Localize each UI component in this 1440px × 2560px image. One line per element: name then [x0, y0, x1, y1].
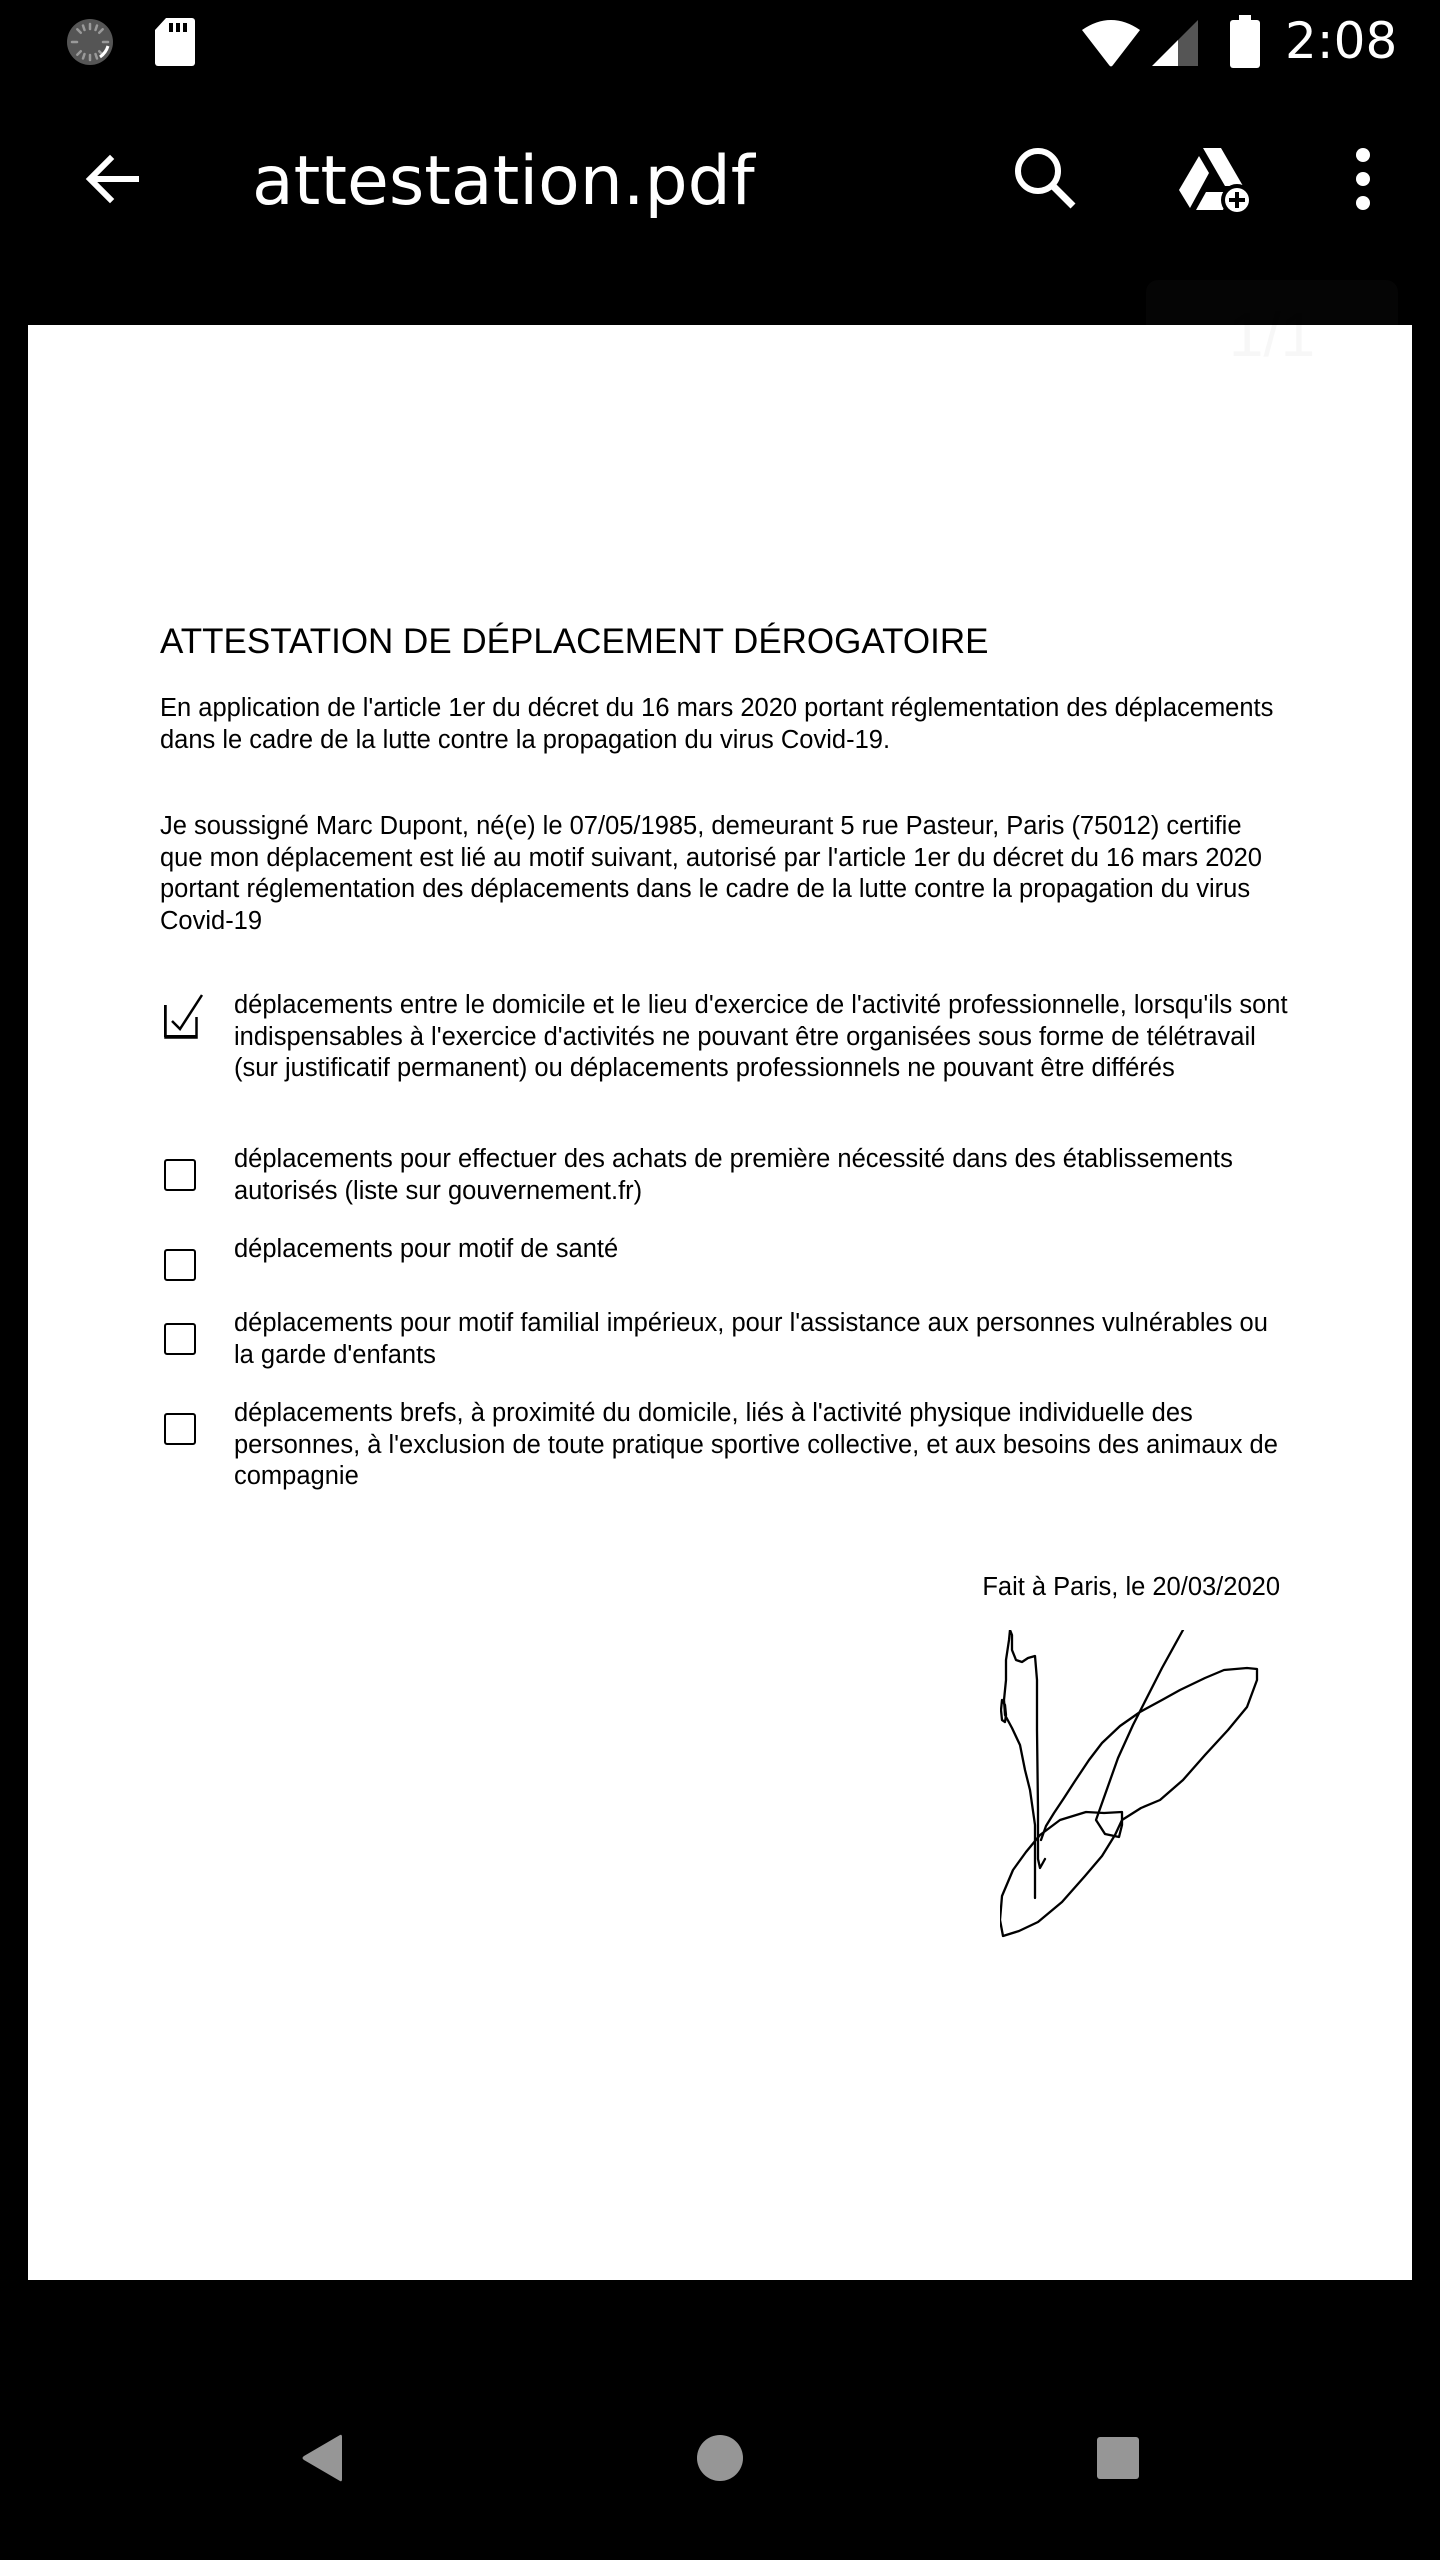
checkbox-unchecked[interactable]	[164, 1159, 196, 1191]
option-text: déplacements pour effectuer des achats de première nécessité dans des établissements autorisés (liste sur gouvernement.fr)	[234, 1145, 1233, 1205]
option-text: déplacements pour motif de santé	[234, 1235, 619, 1263]
more-options-button[interactable]	[1308, 126, 1418, 236]
nav-recents-button[interactable]	[1048, 2400, 1188, 2520]
nav-back-button[interactable]	[252, 2400, 392, 2520]
drive-add-icon	[1177, 144, 1253, 219]
pdf-viewer[interactable]	[0, 280, 1440, 2360]
nav-home-icon	[695, 2433, 745, 2488]
page-indicator	[1146, 280, 1398, 390]
checkbox-unchecked[interactable]	[164, 1249, 196, 1281]
document-title: attestation.pdf	[252, 142, 755, 221]
declaration-paragraph: Je soussigné Marc Dupont, né(e) le 07/05/1985, demeurant 5 rue Pasteur, Paris (75012) certifie que mon déplacement est lié au motif suivant, autorisé par l'article 1er du décret du 16 mars 2020 portant réglementation des déplacements dans le cadre de la lutte contre la propagation du virus Covid-19	[160, 812, 1262, 935]
cell-signal-icon	[1151, 19, 1199, 72]
sync-loading-icon	[64, 16, 116, 73]
wifi-icon	[1080, 16, 1142, 73]
checkbox-unchecked[interactable]	[164, 1413, 196, 1445]
search-button[interactable]	[991, 126, 1101, 236]
checkmark-icon	[164, 989, 204, 1044]
pdf-page[interactable]	[28, 325, 1412, 2280]
search-icon	[1011, 144, 1081, 219]
battery-icon	[1230, 15, 1260, 74]
attestation-title: ATTESTATION DE DÉPLACEMENT DÉROGATOIRE	[160, 622, 989, 661]
add-to-drive-button[interactable]	[1160, 126, 1270, 236]
option-text: déplacements brefs, à proximité du domicile, liés à l'activité physique individuelle des personnes, à l'exclusion de toute pratique sportive collective, et aux besoins des animaux de compagnie	[234, 1399, 1278, 1490]
status-bar	[0, 0, 1440, 84]
app-bar	[0, 84, 1440, 280]
navigation-bar	[0, 2360, 1440, 2560]
nav-home-button[interactable]	[650, 2400, 790, 2520]
sd-card-icon	[154, 16, 196, 73]
intro-paragraph: En application de l'article 1er du décret du 16 mars 2020 portant réglementation des déplacements dans le cadre de la lutte contre la propagation du virus Covid-19.	[160, 694, 1274, 754]
more-vert-icon	[1353, 147, 1373, 216]
option-text: déplacements entre le domicile et le lieu d'exercice de l'activité professionnelle, lorsqu'ils sont indispensables à l'exercice d'activités ne pouvant être organisées sous forme de télétravail (sur justificatif permanent) ou déplacements professionnels ne pouvant être différés	[234, 991, 1288, 1082]
arrow-back-icon	[80, 147, 144, 216]
nav-back-icon	[300, 2433, 344, 2488]
back-button[interactable]	[57, 126, 167, 236]
clock: 2:08	[1285, 12, 1398, 70]
place-and-date: Fait à Paris, le 20/03/2020	[982, 1573, 1280, 1601]
option-text: déplacements pour motif familial impérieux, pour l'assistance aux personnes vulnérables ou la garde d'enfants	[234, 1309, 1268, 1369]
checkbox-unchecked[interactable]	[164, 1323, 196, 1355]
signature-drawing	[1000, 1630, 1310, 1995]
nav-recents-icon	[1095, 2435, 1141, 2486]
